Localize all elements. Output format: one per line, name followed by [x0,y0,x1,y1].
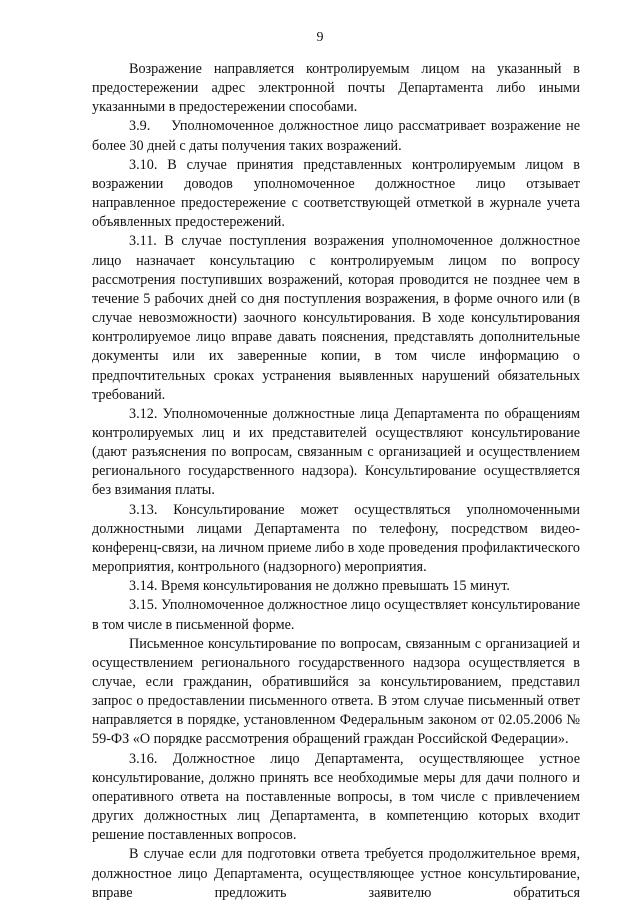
paragraph-3-12: 3.12. Уполномоченные должностные лица Департамента по обращениям контролируемых лиц и их представителей осуществляют консультирование (дают разъяснения по вопросам, связанным с организацией и осуществлением регионального государственного надзора). Консультирование осуществляется без взимания платы. [92,405,580,499]
paragraph-written-consultation: Письменное консультирование по вопросам, связанным с организацией и осуществлением регионального государственного надзора осуществляется в случае, если гражданин, обратившийся за консультированием, представил запрос о предоставлении письменного ответа. В этом случае письменный ответ направляется в порядке, установленном Федеральным законом от 02.05.2006 № 59-ФЗ «О порядке рассмотрения обращений граждан Российской Федерации». [92,635,580,748]
paragraph-3-14: 3.14. Время консультирования не должно превышать 15 минут. [129,578,510,595]
paragraph-3-13: 3.13. Консультирование может осуществляться уполномоченными должностными лицами Департамента по телефону, посредством видео-конференц-связи, на личном приеме либо в ходе проведения профилактического мероприятия, контрольного (надзорного) мероприятия. [92,501,580,576]
document-body [92,60,580,903]
page-number: 9 [316,30,324,45]
paragraph-long-preparation: В случае если для подготовки ответа требуется продолжительное время, должностное лицо Департамента, осуществляющее устное консультирование, вправе предложить заявителю обратиться [92,846,580,901]
paragraph-3-10: 3.10. В случае принятия представленных контролируемым лицом в возражении доводов уполномоченное должностное лицо отзывает направленное предостережение с соответствующей отметкой в журнале учета объявленных предостережений. [92,156,580,231]
paragraph-3-11: 3.11. В случае поступления возражения уполномоченное должностное лицо назначает консультацию с контролируемым лицом по вопросу рассмотрения поступивших возражений, которая проводится не позднее чем в течение 5 рабочих дней со дня поступления возражения, в форме очного или (в случае невозможности) заочного консультирования. В ходе консультирования контролируемое лицо вправе давать пояснения, представлять дополнительные документы или их заверенные копии, в том числе информацию о предпочтительных сроках устранения выявленных нарушений обязательных требований. [92,233,580,403]
paragraph-3-15: 3.15. Уполномоченное должностное лицо осуществляет консультирование в том числе в письменной форме. [92,597,580,633]
paragraph-3-9: 3.9. Уполномоченное должностное лицо рассматривает возражение не более 30 дней с даты получения таких возражений. [92,118,580,154]
paragraph-3-16: 3.16. Должностное лицо Департамента, осуществляющее устное консультирование, должно принять все необходимые меры для дачи полного и оперативного ответа на поставленные вопросы, в том числе с привлечением других должностных лиц Департамента, в компетенцию которых входит решение поставленных вопросов. [92,750,580,844]
paragraph-objection-sending: Возражение направляется контролируемым лицом на указанный в предостережении адрес электронной почты Департамента либо иными указанными в предостережении способами. [92,61,580,116]
